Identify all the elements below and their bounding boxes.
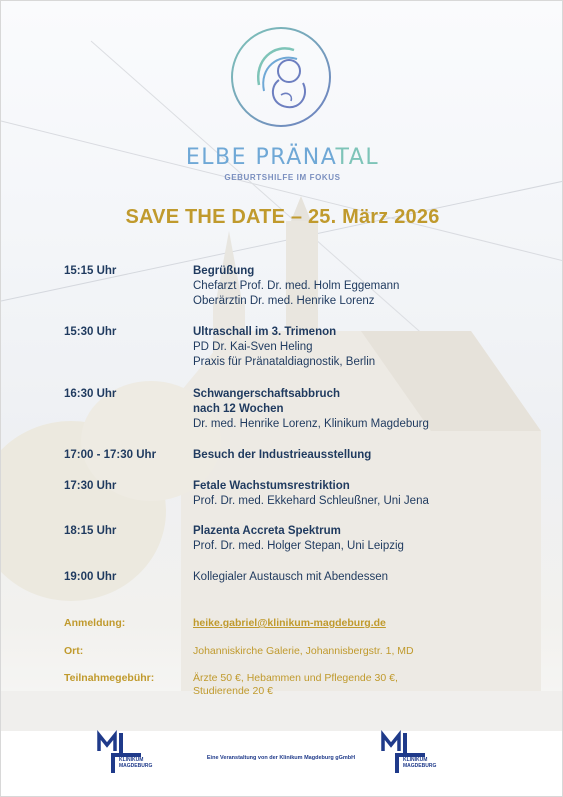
klinikum-logo-right-line1: KLINIKUM xyxy=(403,757,428,763)
schedule-line-7a: Kollegialer Austausch mit Abendessen xyxy=(193,571,388,583)
schedule-time-6: 18:15 Uhr xyxy=(64,525,117,537)
schedule-time-4: 17:00 - 17:30 Uhr xyxy=(64,449,157,461)
klinikum-logo-right-icon xyxy=(381,729,441,779)
schedule-line-1a: Chefarzt Prof. Dr. med. Holm Eggemann xyxy=(193,280,400,292)
schedule-time-7: 19:00 Uhr xyxy=(64,571,117,583)
fetus-in-womb-icon xyxy=(229,25,333,129)
schedule-line-2b: Praxis für Pränataldiagnostik, Berlin xyxy=(193,356,376,368)
location-value: Johanniskirche Galerie, Johannisbergstr. 1, MD xyxy=(193,645,414,657)
organizer-text: Eine Veranstaltung von der Klinikum Magdeburg gGmbH xyxy=(206,755,356,761)
schedule-item-6 xyxy=(193,524,533,554)
schedule-time-1: 15:15 Uhr xyxy=(64,265,117,277)
schedule-item-3 xyxy=(193,387,533,432)
fee-value xyxy=(193,672,398,698)
save-the-date-headline: SAVE THE DATE – 25. März 2026 xyxy=(125,206,440,228)
footer-bar xyxy=(1,731,563,797)
schedule-title-5: Fetale Wachstumsrestriktion xyxy=(193,480,350,492)
schedule-item-7 xyxy=(193,570,533,585)
schedule-title-4: Besuch der Industrieausstellung xyxy=(193,449,372,461)
schedule-time-2: 15:30 Uhr xyxy=(64,326,117,338)
schedule-item-1 xyxy=(193,264,533,309)
schedule-item-5 xyxy=(193,479,533,509)
schedule-item-4 xyxy=(193,448,533,463)
fee-line-1: Ärzte 50 €, Hebammen und Pflegende 30 €, xyxy=(193,672,398,684)
schedule-line-2a: PD Dr. Kai-Sven Heling xyxy=(193,341,313,353)
schedule-time-5: 17:30 Uhr xyxy=(64,480,117,492)
schedule-title-1: Begrüßung xyxy=(193,265,255,277)
brand-name xyxy=(1,145,563,170)
schedule-item-2 xyxy=(193,325,533,370)
main-logo xyxy=(229,25,333,129)
schedule-title-3b: nach 12 Wochen xyxy=(193,403,284,415)
schedule-title-6: Plazenta Accreta Spektrum xyxy=(193,525,341,537)
schedule-line-5a: Prof. Dr. med. Ekkehard Schleußner, Uni Jena xyxy=(193,495,429,507)
location-label: Ort: xyxy=(64,645,84,657)
schedule-time-3: 16:30 Uhr xyxy=(64,388,117,400)
klinikum-logo-left-line1: KLINIKUM xyxy=(119,757,144,763)
klinikum-logo-right-line2: MAGDEBURG xyxy=(403,763,437,769)
registration-email-link[interactable]: heike.gabriel@klinikum-magdeburg.de xyxy=(193,617,386,629)
brand-name-part1: ELBE PRÄNA xyxy=(185,145,336,170)
fee-line-2: Studierende 20 € xyxy=(193,685,273,697)
schedule-title-3: Schwangerschaftsabbruch xyxy=(193,388,340,400)
schedule-line-3a: Dr. med. Henrike Lorenz, Klinikum Magdeburg xyxy=(193,418,429,430)
brand-name-part2: TAL xyxy=(335,145,380,170)
klinikum-logo-left-text xyxy=(119,757,152,769)
klinikum-logo-left-line2: MAGDEBURG xyxy=(119,763,153,769)
schedule-line-1b: Oberärztin Dr. med. Henrike Lorenz xyxy=(193,295,375,307)
brand-tagline: GEBURTSHILFE IM FOKUS xyxy=(224,173,341,182)
schedule-title-2: Ultraschall im 3. Trimenon xyxy=(193,326,337,338)
schedule-line-6a: Prof. Dr. med. Holger Stepan, Uni Leipzig xyxy=(193,540,404,552)
klinikum-logo-left-icon xyxy=(97,729,157,779)
registration-label: Anmeldung: xyxy=(64,617,126,629)
fee-label: Teilnahmegebühr: xyxy=(64,672,155,684)
klinikum-logo-right-text xyxy=(403,757,436,769)
